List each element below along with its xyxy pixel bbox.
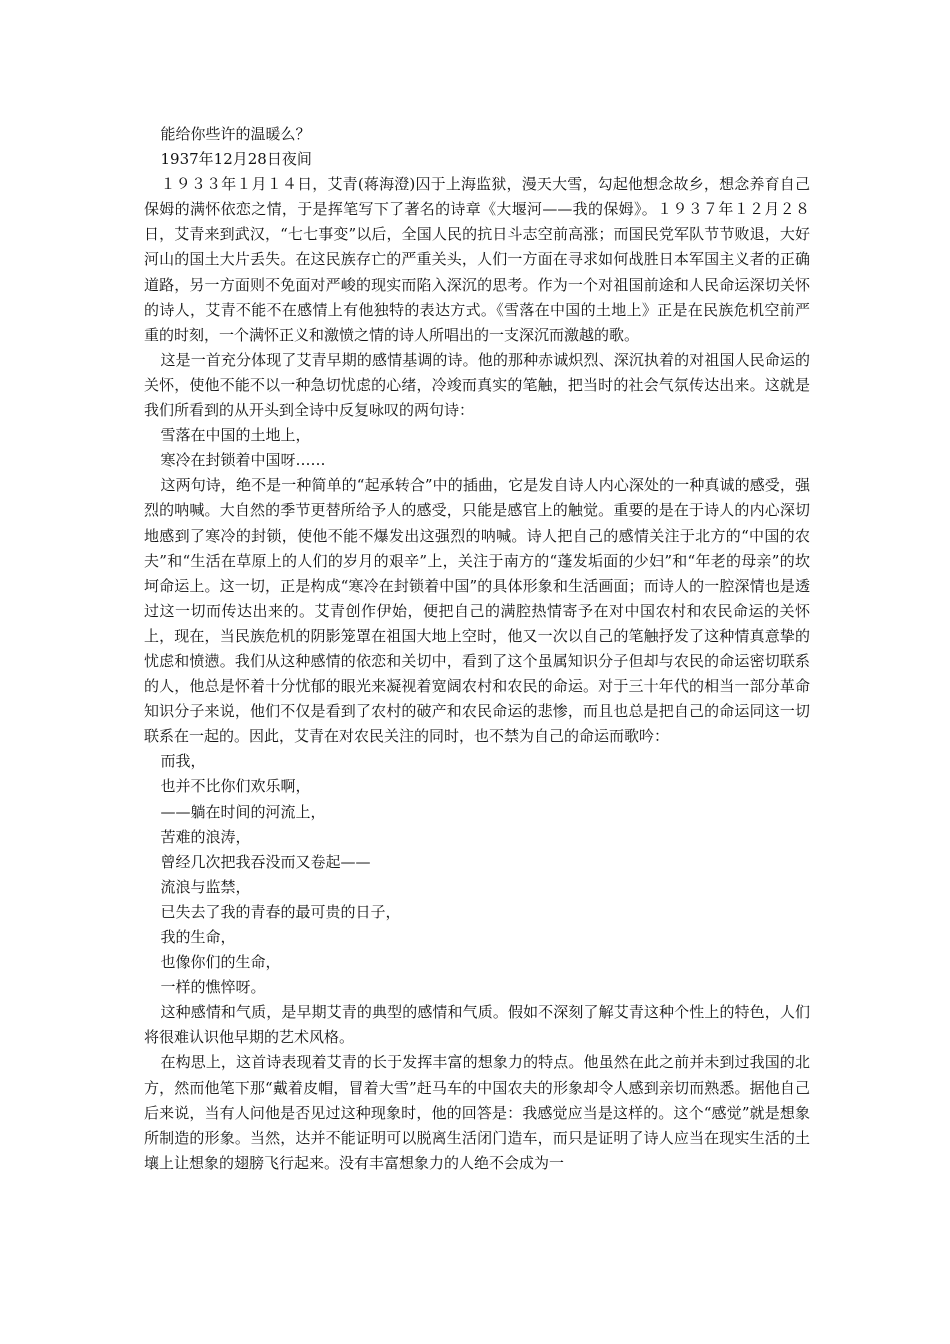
poem-line: 已失去了我的青春的最可贵的日子， [160, 902, 401, 921]
paragraph-analysis: 这两句诗，绝不是一种简单的“起承转合”中的插曲，它是发自诗人内心深处的一种真诚的感受，强烈的呐喊。大自然的季节更替所给予人的感受，只能是感官上的触觉。重要的是在于诗人的内心深切地感到了寒冷的封锁，使他不能不爆发出这强烈的呐喊。诗人把自己的感情关注于北方的“中国的农夫”和“生活在草原上的人们的岁月的艰辛”上，关注于南方的“蓬发垢面的少妇”和“年老的母亲”的坎坷命运上。这一切，正是构成“寒冷在封锁着中国”的具体形象和生活画面；而诗人的一腔深情也是透过这一切而传达出来的。艾青创作伊始，便把自己的满腔热情寄予在对中国农村和农民命运的关怀上，现在，当民族危机的阴影笼罩在祖国大地上空时，他又一次以自己的笔触抒发了这种情真意挚的忧虑和愤懑。我们从这种感情的依恋和关切中，看到了这个虽属知识分子但却与农民的命运密切联系的人，他总是怀着十分忧郁的眼光来凝视着宽阔农村和农民的命运。对于三十年代的相当一部分革命知识分子来说，他们不仅是看到了农村的破产和农民命运的悲惨，而且也总是把自己的命运同这一切联系在一起的。因此，艾青在对农民关注的同时，也不禁为自己的命运而歌吟： [144, 476, 810, 746]
lead-line-question: 能给你些许的温暖么？ [160, 125, 311, 143]
paragraph-background: １９３３年１月１４日，艾青(蒋海澄)囚于上海监狱，漫天大雪，勾起他想念故乡，想念养育自己保姆的满怀依恋之情，于是挥笔写下了著名的诗章《大堰河——我的保姆》。１９３７年１２月２８日，艾青来到武汉，“七七事变”以后，全国人民的抗日斗志空前高涨；而国民党军队节节败退，大好河山的国土大片丢失。在这民族存亡的严重关头，人们一方面在寻求如何战胜日本军国主义者的正确道路，另一方面则不免面对严峻的现实而陷入深沉的思考。作为一个对祖国前途和人民命运深切关怀的诗人，艾青不能不在感情上有他独特的表达方式。《雪落在中国的土地上》正是在民族危机空前严重的时刻，一个满怀正义和激愤之情的诗人所唱出的一支深沉而激越的歌。 [144, 175, 810, 344]
poem-line: 流浪与监禁， [160, 877, 251, 896]
poem-line: 苦难的浪涛， [160, 827, 251, 846]
quote-line: 雪落在中国的土地上， [160, 426, 311, 445]
poem-line: 一样的憔悴呀。 [160, 978, 266, 997]
document-page [144, 122, 810, 1176]
poem-line: 也像你们的生命， [160, 953, 281, 972]
poem-line: ——躺在时间的河流上， [160, 802, 326, 821]
poem-line: 曾经几次把我吞没而又卷起—— [160, 852, 371, 871]
paragraph-imagination: 在构思上，这首诗表现着艾青的长于发挥丰富的想象力的特点。他虽然在此之前并未到过我国的北方，然而他笔下那“戴着皮帽，冒着大雪”赶马车的中国农夫的形象却令人感到亲切而熟悉。据他自己后来说，当有人问他是否见过这种现象时，他的回答是：我感觉应当是这样的。这个“感觉”就是想象所制造的形象。当然，达并不能证明可以脱离生活闭门造车，而只是证明了诗人应当在现实生活的土壤上让想象的翅膀飞行起来。没有丰富想象力的人绝不会成为一 [144, 1053, 810, 1172]
poem-line: 也并不比你们欢乐啊， [160, 777, 311, 796]
lead-line-date: 1937年12月28日夜间 [160, 150, 312, 169]
paragraph-emotional-tone: 这是一首充分体现了艾青早期的感情基调的诗。他的那种赤诚炽烈、深沉执着的对祖国人民命运的关怀，使他不能不以一种急切忧虑的心绪，冷竣而真实的笔触，把当时的社会气氛传达出来。这就是我们所看到的从开头到全诗中反复咏叹的两句诗： [144, 350, 810, 420]
poem-line: 我的生命， [160, 928, 236, 946]
poem-line: 而我， [160, 752, 206, 771]
poem-excerpt [144, 749, 810, 1000]
paragraph-temperament: 这种感情和气质，是早期艾青的典型的感情和气质。假如不深刻了解艾青这种个性上的特色，人们将很难认识他早期的艺术风格。 [144, 1003, 810, 1047]
quote-line: 寒冷在封锁着中国呀…… [160, 451, 326, 470]
